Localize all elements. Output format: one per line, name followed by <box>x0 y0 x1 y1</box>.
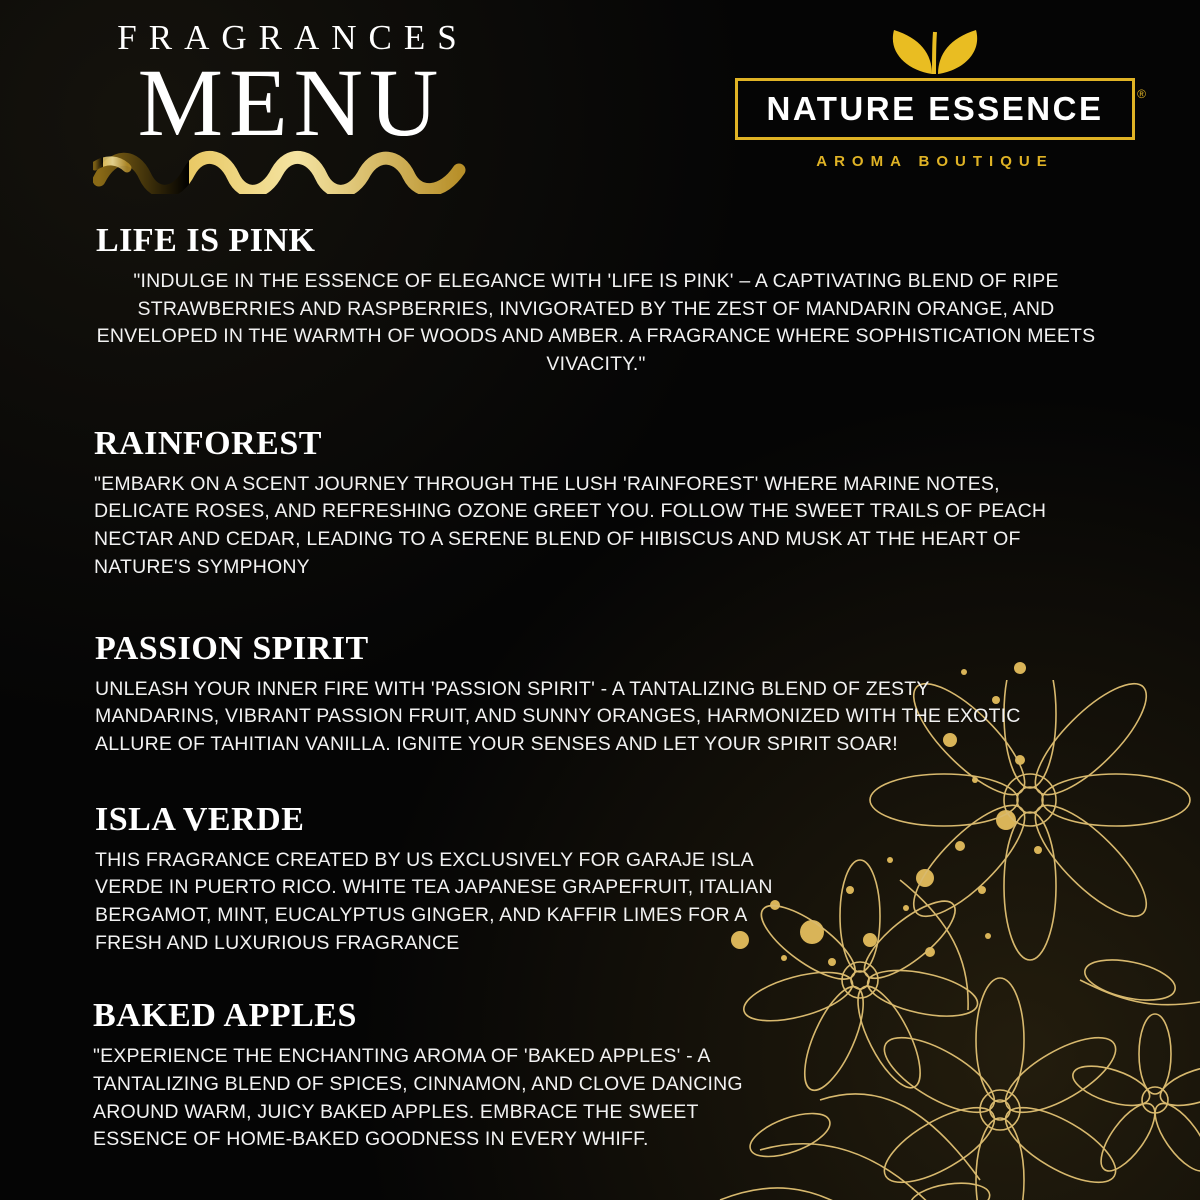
fragrance-description: "EMBARK ON A SCENT JOURNEY THROUGH THE LUSH 'RAINFOREST' WHERE MARINE NOTES, DELICATE ROSES, AND REFRESHING OZONE GREET YOU. FOLLOW THE SWEET TRAILS OF PEACH NECTAR AND CEDAR, LEADING TO A SERENE BLEND OF HIBISCUS AND MUSK AT THE HEART OF NATURE'S SYMPHONY <box>94 472 1047 578</box>
poster-header <box>0 0 1200 210</box>
fragrance-name: BAKED APPLES <box>93 997 357 1035</box>
registered-trademark-icon: ® <box>1137 87 1146 101</box>
list-item <box>0 997 1200 1154</box>
fragrance-name: PASSION SPIRIT <box>95 629 369 667</box>
fragrance-description: "INDULGE IN THE ESSENCE OF ELEGANCE WITH 'LIFE IS PINK' – A CAPTIVATING BLEND OF RIPE STRAWBERRIES AND RASPBERRIES, INVIGORATED BY THE ZEST OF MANDARIN ORANGE, AND ENVELOPED IN THE WARMTH OF WOODS AND AMBER. A FRAGRANCE WHERE SOPHISTICATION MEETS VIVACITY." <box>96 270 1096 376</box>
title-line-fragrances: FRAGRANCES <box>117 18 469 57</box>
fragrance-name: RAINFOREST <box>94 424 322 462</box>
fragrance-description: UNLEASH YOUR INNER FIRE WITH 'PASSION SPIRIT' - A TANTALIZING BLEND OF ZESTY MANDARINS, VIBRANT PASSION FRUIT, AND SUNNY ORANGES, HARMONIZED WITH THE EXOTIC ALLURE OF TAHITIAN VANILLA. IGNITE YOUR SENSES AND LET YOUR SPIRIT SOAR! <box>95 677 1021 755</box>
list-item <box>0 801 1200 958</box>
list-item <box>0 222 1200 379</box>
list-item <box>0 630 1200 759</box>
brand-logo <box>735 18 1146 170</box>
fragrance-name: ISLA VERDE <box>95 800 305 838</box>
brand-tagline: AROMA BOUTIQUE <box>816 153 1054 170</box>
fragrance-name: LIFE IS PINK <box>96 222 316 259</box>
gold-squiggle-divider <box>88 150 488 194</box>
brand-name: NATURE ESSENCE <box>766 90 1104 127</box>
fragrance-description: "EXPERIENCE THE ENCHANTING AROMA OF 'BAKED APPLES' - A TANTALIZING BLEND OF SPICES, CINNAMON, AND CLOVE DANCING AROUND WARM, JUICY BAKED APPLES. EMBRACE THE SWEET ESSENCE OF HOME-BAKED GOODNESS IN EVERY WHIFF. <box>93 1045 743 1151</box>
fragrance-description: THIS FRAGRANCE CREATED BY US EXCLUSIVELY FOR GARAJE ISLA VERDE IN PUERTO RICO. WHITE TEA JAPANESE GRAPEFRUIT, ITALIAN BERGAMOT, MINT, EUCALYPTUS GINGER, AND KAFFIR LIMES FOR A FRESH AND LUXURIOUS FRAGRANCE <box>95 848 773 954</box>
page-title <box>88 20 488 194</box>
fragrance-list <box>0 222 1200 1154</box>
brand-name-box <box>735 78 1146 140</box>
title-line-menu: MENU <box>137 49 445 156</box>
list-item <box>0 425 1200 582</box>
leaf-icon <box>735 18 1135 76</box>
